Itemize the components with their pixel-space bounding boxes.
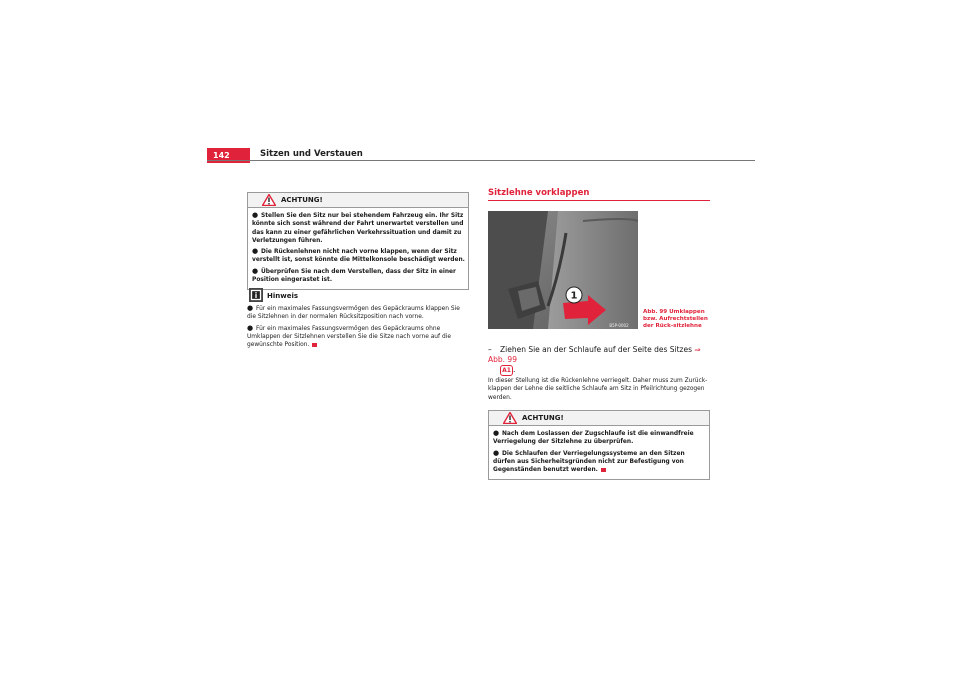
warning-header	[489, 411, 709, 426]
warning-item: ● Die Rückenlehnen nicht nach vorne klappen, wenn der Sitz verstellt ist, sonst könnte die Mittelkonsole beschädigt werden.	[252, 247, 465, 264]
bullet-icon: ●	[493, 429, 500, 437]
note-section	[247, 288, 469, 351]
note-title: Hinweis	[267, 292, 299, 300]
bullet-icon: ●	[247, 304, 254, 312]
bullet-icon: ●	[252, 266, 259, 275]
warning-item: ● Stellen Sie den Sitz nur bei stehendem Fahrzeug ein. Ihr Sitz könnte sich sonst während der Fahrt unerwartet verstellen und das kann zu einer gefährlichen Verkehrssituation und damit zu Verletzungen führen.	[252, 211, 464, 244]
note-header	[247, 288, 469, 304]
body-paragraph: In dieser Stellung ist die Rückenlehne verriegelt. Daher muss zum Zurück-klappen der Lehne die seitliche Schlaufe am Sitz in Pfeilrichtung gezogen werden.	[488, 378, 708, 401]
bullet-icon: ●	[252, 211, 259, 219]
note-item: ● Für ein maximales Fassungsvermögen des Gepäckraums klappen Sie die Sitzlehnen in der normalen Rücksitzposition nach vorne.	[247, 304, 460, 321]
figure-code: B5P-0002	[609, 323, 629, 328]
page-number: 142	[207, 148, 250, 163]
warning-item: ● Die Schlaufen der Verriegelungssysteme an den Sitzen dürfen aus Sicherheitsgründen nicht zur Befestigung von Gegenständen benutzt werden.	[493, 448, 685, 474]
callout-badge: A1	[500, 365, 513, 376]
warning-title: ACHTUNG!	[522, 414, 564, 422]
figure-marker: 1	[570, 290, 578, 302]
section-divider	[488, 200, 710, 201]
bullet-icon: ●	[252, 247, 259, 256]
end-marker	[312, 343, 317, 347]
note-item: ● Für ein maximales Fassungsvermögen des Gepäckraums ohne Umklappen der Sitzlehnen verstellen Sie die Sitze nach vorne auf die gewünschte Position.	[247, 323, 451, 349]
figure-caption: Abb. 99 Umklappen bzw. Aufrechtstellen der Rück-sitzlehne	[643, 309, 708, 329]
warning-body	[489, 426, 709, 479]
page-title: Sitzen und Verstauen	[260, 149, 363, 159]
figure-reference-link[interactable]: ⇒ Abb. 99	[488, 345, 701, 364]
warning-item: ● Überprüfen Sie nach dem Verstellen, dass der Sitz in einer Position eingerastet ist.	[252, 266, 456, 284]
warning-item: ● Nach dem Loslassen der Zugschlaufe ist die einwandfreie Verriegelung der Sitzlehne zu überprüfen.	[493, 429, 694, 446]
warning-box	[488, 410, 710, 480]
header-divider	[207, 160, 755, 161]
warning-header	[248, 193, 468, 208]
seat-illustration	[488, 211, 638, 329]
end-marker	[601, 468, 606, 472]
section-title: Sitzlehne vorklappen	[488, 188, 590, 198]
bullet-icon: ●	[493, 448, 500, 457]
seat-figure	[488, 211, 638, 329]
warning-icon	[503, 412, 517, 424]
warning-title: ACHTUNG!	[281, 196, 323, 204]
step-dash: –	[488, 345, 492, 354]
instruction-step: – Ziehen Sie an der Schlaufe auf der Seite des Sitzes ⇒ Abb. 99 A1 .	[488, 345, 701, 374]
warning-icon	[262, 194, 276, 206]
warning-body	[248, 208, 468, 289]
info-icon	[249, 288, 263, 302]
warning-box	[247, 192, 469, 290]
bullet-icon: ●	[247, 323, 254, 332]
